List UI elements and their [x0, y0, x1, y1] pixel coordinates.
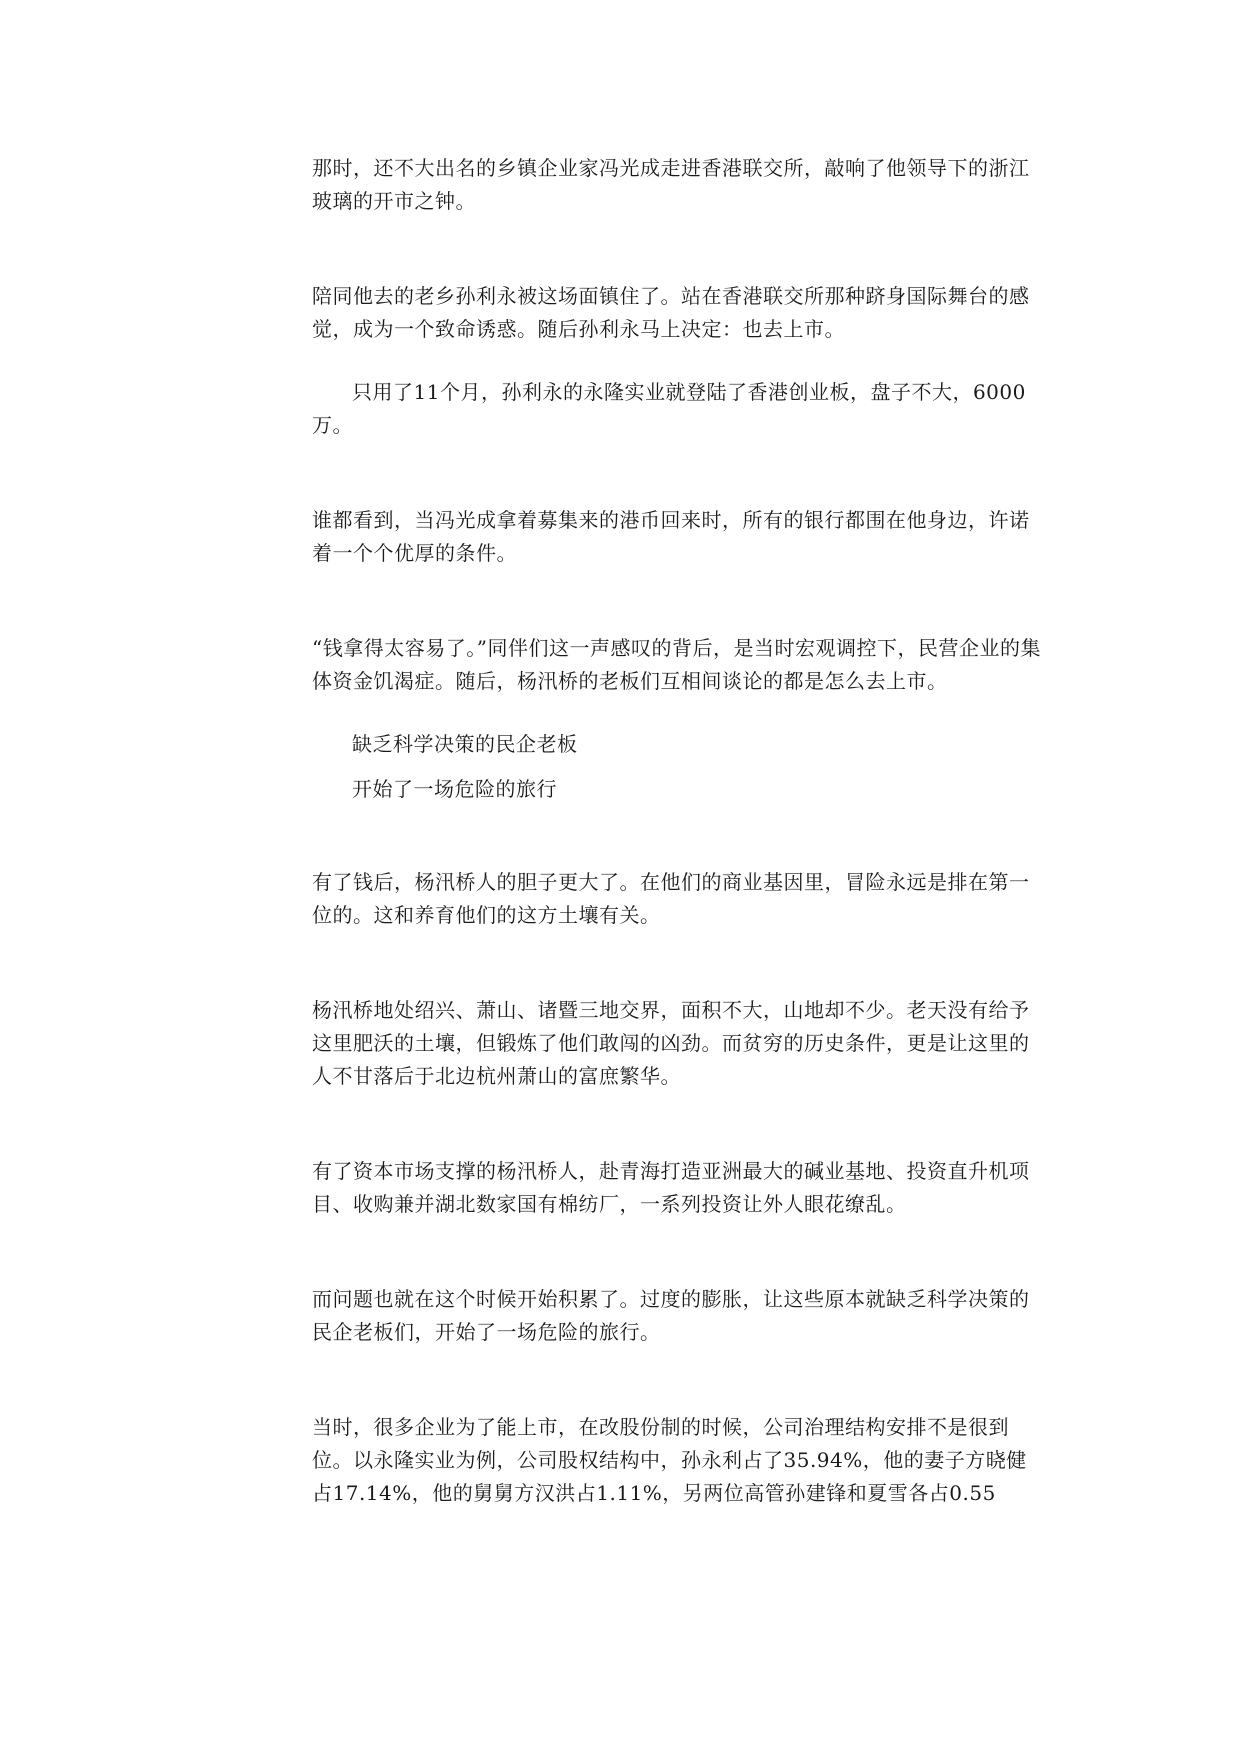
paragraph: 有了钱后，杨汛桥人的胆子更大了。在他们的商业基因里，冒险永远是排在第一位的。这和养育他们的这方土壤有关。: [312, 870, 1030, 927]
paragraph: 而问题也就在这个时候开始积累了。过度的膨胀，让这些原本就缺乏科学决策的民企老板们，开始了一场危险的旅行。: [312, 1287, 1030, 1344]
paragraph: 只用了11个月，孙利永的永隆实业就登陆了香港创业板，盘子不大，6000万。: [312, 380, 1026, 437]
paragraph: 有了资本市场支撑的杨汛桥人，赴青海打造亚洲最大的碱业基地、投资直升机项目、收购兼并湖北数家国有棉纺厂，一系列投资让外人眼花缭乱。: [312, 1159, 1030, 1216]
paragraph: 陪同他去的老乡孙利永被这场面镇住了。站在香港联交所那种跻身国际舞台的感觉，成为一个致命诱惑。随后孙利永马上决定：也去上市。: [312, 284, 1030, 341]
paragraph: 当时，很多企业为了能上市，在改股份制的时候，公司治理结构安排不是很到位。以永隆实业为例，公司股权结构中，孙永利占了35.94%，他的妻子方晓健占17.14%，他的舅舅方汉洪占1.11%，另两位高管孙建锋和夏雪各占0.55: [312, 1415, 1027, 1505]
paragraph: 谁都看到，当冯光成拿着募集来的港币回来时，所有的银行都围在他身边，许诺着一个个优厚的条件。: [312, 508, 1030, 565]
paragraph: 杨汛桥地处绍兴、萧山、诸暨三地交界，面积不大，山地却不少。老天没有给予这里肥沃的土壤，但锻炼了他们敢闯的凶劲。而贫穷的历史条件，更是让这里的人不甘落后于北边杭州萧山的富庶繁华。: [312, 998, 1030, 1088]
section-heading: 缺乏科学决策的民企老板: [352, 732, 578, 756]
section-heading: 开始了一场危险的旅行: [352, 777, 557, 801]
paragraph: “钱拿得太容易了。”同伴们这一声感叹的背后，是当时宏观调控下，民营企业的集体资金饥渴症。随后，杨汛桥的老板们互相间谈论的都是怎么去上市。: [312, 636, 1041, 693]
article-body: [312, 152, 1042, 1510]
paragraph: 那时，还不大出名的乡镇企业家冯光成走进香港联交所，敲响了他领导下的浙江玻璃的开市之钟。: [312, 156, 1030, 213]
